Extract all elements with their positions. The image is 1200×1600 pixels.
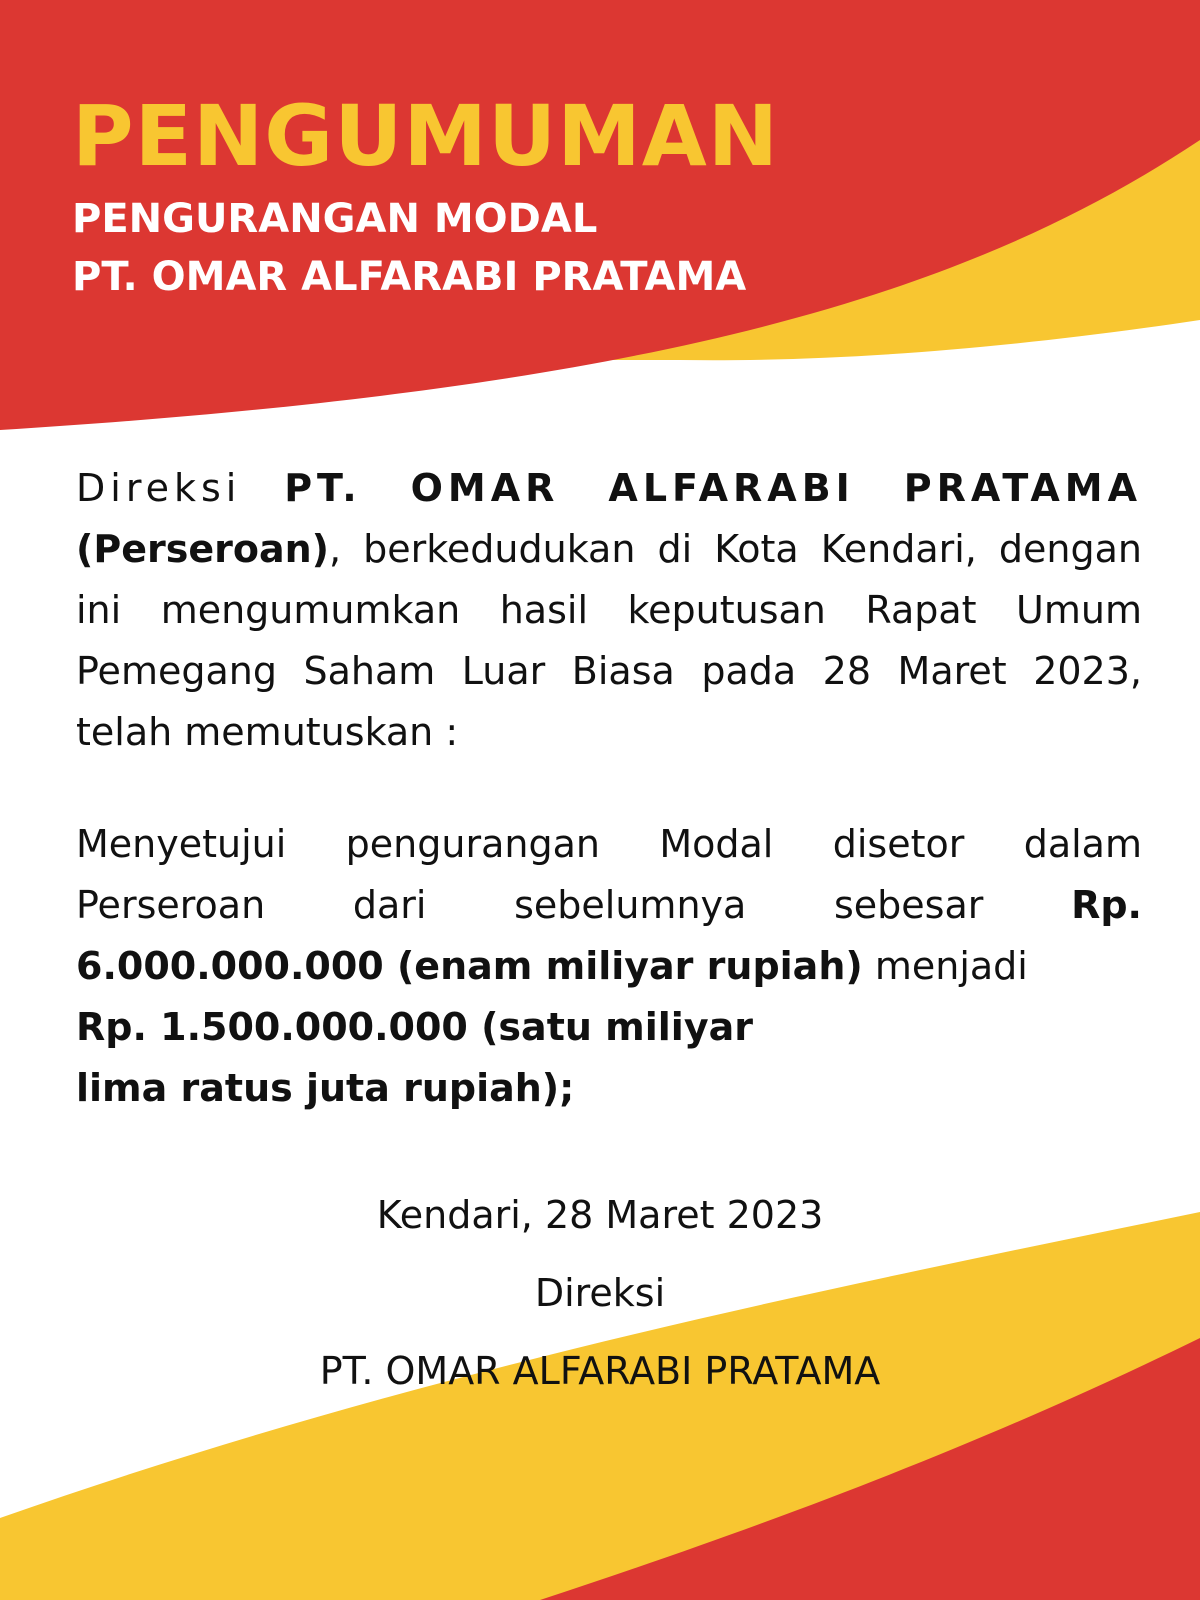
place-date: Kendari, 28 Maret 2023: [376, 1193, 824, 1237]
approval-text: Menyetujui pengurangan Modal disetor dalam Perseroan dari sebelumnya sebesar: [76, 822, 1142, 927]
signature-block: [0, 1176, 1200, 1410]
amount-from: Rp. 6.000.000.000 (enam miliyar rupiah): [76, 883, 1142, 988]
paragraph-capital-reduction: [76, 814, 1142, 1119]
paragraph-decision: [76, 458, 1142, 763]
amount-to-line-2: lima ratus juta rupiah);: [76, 1066, 575, 1110]
connector-word: menjadi: [874, 944, 1028, 988]
lead-word: Direksi: [76, 466, 242, 510]
announcement-body: [76, 458, 1142, 1119]
subtitle-line-2: PT. OMAR ALFARABI PRATAMA: [72, 254, 747, 300]
subtitle-line-1: PENGURANGAN MODAL: [72, 196, 598, 242]
signature-company: PT. OMAR ALFARABI PRATAMA: [319, 1349, 881, 1393]
header: [72, 88, 1140, 306]
entity-label: (Perseroan): [76, 527, 330, 571]
page-title: PENGUMUMAN: [72, 87, 780, 185]
signature-role: Direksi: [534, 1271, 666, 1315]
decision-text: , berkedudukan di Kota Kendari, dengan ini mengumumkan hasil keputusan Rapat Umum Pemegang Saham Luar Biasa pada 28 Maret 2023, telah memutuskan :: [76, 527, 1142, 754]
amount-to-line-1: Rp. 1.500.000.000 (satu miliyar: [76, 1005, 753, 1049]
company-name: PT. OMAR ALFARABI PRATAMA: [284, 466, 1142, 510]
